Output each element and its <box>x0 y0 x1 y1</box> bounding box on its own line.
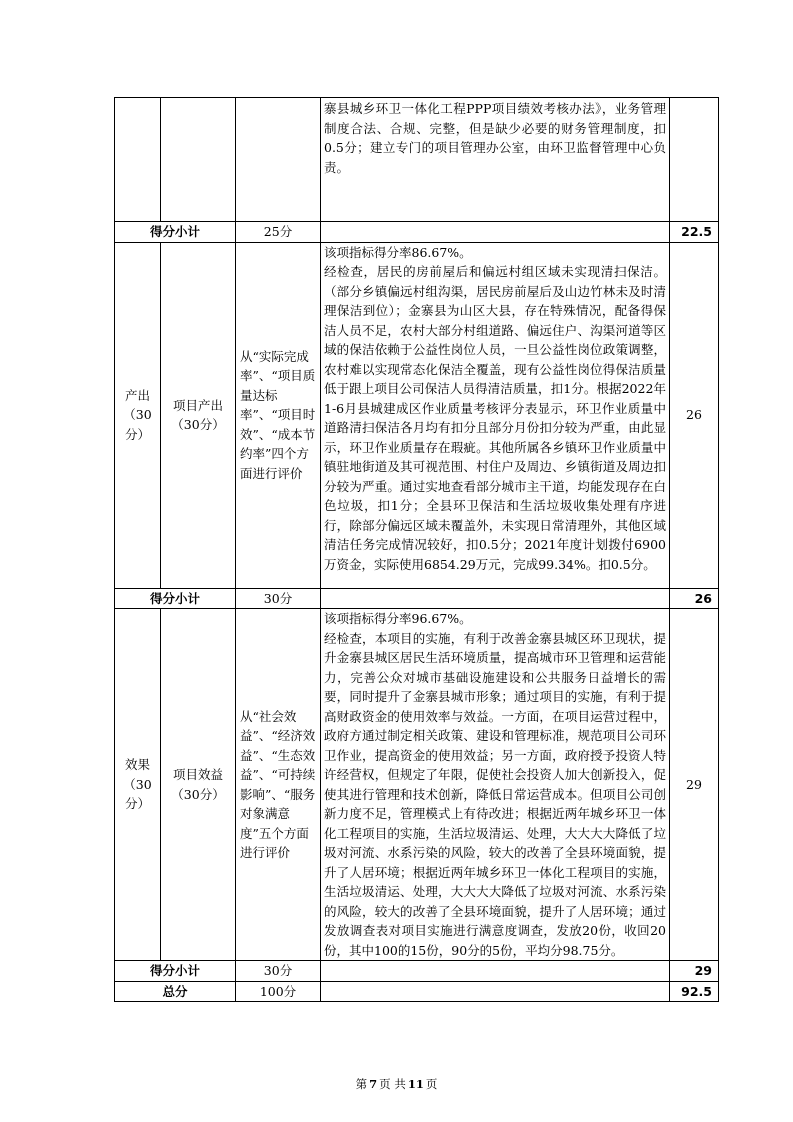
score-cell-continuation <box>670 98 719 222</box>
page-footer <box>0 1076 793 1092</box>
subtotal-content <box>321 588 670 609</box>
level1-output: 产出 （30 分） <box>115 242 161 588</box>
footer-suffix: 页 <box>425 1077 438 1091</box>
table-row-subtotal-3 <box>115 961 719 982</box>
total-weight: 100分 <box>236 981 321 1002</box>
subtotal-content <box>321 961 670 982</box>
score-output: 26 <box>670 242 719 588</box>
subtotal-score: 22.5 <box>670 222 719 243</box>
footer-total-pages: 11 <box>407 1077 424 1091</box>
table-row-total <box>115 981 719 1002</box>
level1-effect: 效果 （30 分） <box>115 609 161 961</box>
subtotal-content <box>321 222 670 243</box>
score-effect: 29 <box>670 609 719 961</box>
footer-page-number: 7 <box>369 1077 378 1091</box>
total-content <box>321 981 670 1002</box>
subtotal-weight: 25分 <box>236 222 321 243</box>
total-label: 总分 <box>115 981 236 1002</box>
subtotal-score: 26 <box>670 588 719 609</box>
table-row-continuation <box>115 98 719 222</box>
subtotal-label: 得分小计 <box>115 588 236 609</box>
table-row-subtotal-1 <box>115 222 719 243</box>
criteria-effect: 从“社会效益”、“经济效益”、“生态效益”、“可持续影响”、“服务对象满意度”五个方面进行评价 <box>236 609 321 961</box>
subtotal-label: 得分小计 <box>115 222 236 243</box>
table-row-subtotal-2 <box>115 588 719 609</box>
level2-effect: 项目效益 （30分） <box>161 609 236 961</box>
table-row-effect <box>115 609 719 961</box>
criteria-cell-continuation <box>236 98 321 222</box>
evaluation-score-table <box>114 97 719 1002</box>
criteria-output: 从“实际完成率”、“项目质量达标率”、“项目时效”、“成本节约率”四个方面进行评价 <box>236 242 321 588</box>
subtotal-label: 得分小计 <box>115 961 236 982</box>
total-score: 92.5 <box>670 981 719 1002</box>
subtotal-weight: 30分 <box>236 961 321 982</box>
subtotal-score: 29 <box>670 961 719 982</box>
content-output: 该项指标得分率86.67%。 经检查，居民的房前屋后和偏远村组区域未实现清扫保洁。（部分乡镇偏远村组沟渠，居民房前屋后及山边竹林未及时清理保洁到位）；金寨县为山区大县，存在特殊情况，配备得保洁人员不足，农村大部分村组道路、偏远住户、沟渠河道等区域的保洁依赖于公益性岗位人员，一旦公益性岗位政策调整，农村难以实现常态化保洁全覆盖，现有公益性岗位得保洁质量低于跟上项目公司保洁人员得清洁质量，扣1分。根据2022年1-6月县城建成区作业质量考核评分表显示，环卫作业质量中道路清扫保洁各月均有扣分且部分月份扣分较为严重，由此显示，环卫作业质量存在瑕疵。其他所属各乡镇环卫作业质量中镇驻地街道及其可视范围、村住户及周边、乡镇街道及周边扣分较为严重。通过实地查看部分城市主干道，均能发现存在白色垃圾，扣1分；全县环卫保洁和生活垃圾收集处理有序进行，除部分偏远区域未覆盖外，未实现日常清理外，其他区域清洁任务完成情况较好，扣0.5分；2021年度计划拨付6900万资金，实际使用6854.29万元，完成99.34%。扣0.5分。 <box>321 242 670 588</box>
level2-cell-continuation <box>161 98 236 222</box>
footer-prefix: 第 <box>355 1077 368 1091</box>
content-cell-continuation: 寨县城乡环卫一体化工程PPP项目绩效考核办法》，业务管理制度合法、合规、完整，但是缺少必要的财务管理制度，扣0.5分；建立专门的项目管理办公室，由环卫监督管理中心负责。 <box>321 98 670 222</box>
level1-cell-continuation <box>115 98 161 222</box>
footer-mid: 页 共 <box>379 1077 406 1091</box>
table-row-output <box>115 242 719 588</box>
level2-output: 项目产出 （30分） <box>161 242 236 588</box>
subtotal-weight: 30分 <box>236 588 321 609</box>
content-effect: 该项指标得分率96.67%。 经检查，本项目的实施，有利于改善金寨县城区环卫现状，提升金寨县城区居民生活环境质量，提高城市环卫管理和运营能力，完善公众对城市基础设施建设和公共服务日益增长的需要，同时提升了金寨县城市形象；通过项目的实施，有利于提高财政资金的使用效率与效益。一方面，在项目运营过程中，政府方通过制定相关政策、建设和管理标准，规范项目公司环卫作业，提高资金的使用效益；另一方面，政府授予投资人特许经营权，但规定了年限，促使社会投资人加大创新投入，促使其进行管理和技术创新，降低日常运营成本。但项目公司创新力度不足，管理模式上有待改进；根据近两年城乡环卫一体化工程项目的实施，生活垃圾清运、处理，大大大大降低了垃圾对河流、水系污染的风险，较大的改善了全县环境面貌，提升了人居环境；根据近两年城乡环卫一体化工程项目的实施，生活垃圾清运、处理，大大大大降低了垃圾对河流、水系污染的风险，较大的改善了全县环境面貌，提升了人居环境；通过发放调查表对项目实施进行满意度调查，发放20份，收回20份，其中100的15份，90分的5份，平均分98.75分。 <box>321 609 670 961</box>
